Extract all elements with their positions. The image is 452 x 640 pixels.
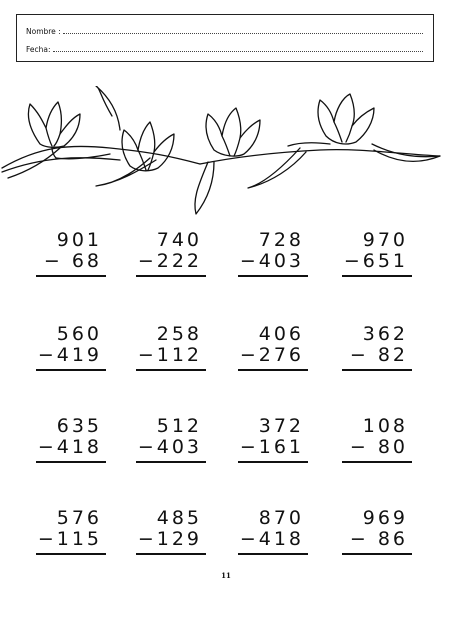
minuend: 406 bbox=[258, 323, 304, 345]
answer-line bbox=[238, 369, 308, 371]
problem-r3-c2 bbox=[126, 416, 206, 476]
problem-r3-c4 bbox=[332, 416, 412, 476]
minuend: 108 bbox=[362, 415, 408, 437]
problem-r1-c4 bbox=[332, 230, 412, 290]
problem-r3-c1 bbox=[26, 416, 106, 476]
answer-line bbox=[36, 553, 106, 555]
subtrahend: − 80 bbox=[349, 436, 408, 458]
problem-r2-c3 bbox=[228, 324, 308, 384]
subtrahend: − 86 bbox=[349, 528, 408, 550]
tulip-3 bbox=[206, 108, 260, 156]
subtrahend: −161 bbox=[239, 436, 304, 458]
name-dotted-line bbox=[63, 32, 423, 34]
problem-r4-c4 bbox=[332, 508, 412, 568]
tulip-2 bbox=[122, 122, 174, 171]
subtraction-grid bbox=[26, 230, 416, 560]
answer-line bbox=[36, 461, 106, 463]
minuend: 258 bbox=[156, 323, 202, 345]
answer-line bbox=[238, 461, 308, 463]
minuend: 485 bbox=[156, 507, 202, 529]
answer-line bbox=[36, 369, 106, 371]
answer-line bbox=[36, 275, 106, 277]
minuend: 362 bbox=[362, 323, 408, 345]
subtrahend: − 82 bbox=[349, 344, 408, 366]
minuend: 512 bbox=[156, 415, 202, 437]
subtrahend: −419 bbox=[37, 344, 102, 366]
date-label: Fecha: bbox=[26, 45, 51, 54]
problem-r1-c3 bbox=[228, 230, 308, 290]
tulip-border-illustration bbox=[0, 86, 452, 218]
minuend: 372 bbox=[258, 415, 304, 437]
subtrahend: −115 bbox=[37, 528, 102, 550]
subtrahend: −403 bbox=[239, 250, 304, 272]
answer-line bbox=[238, 275, 308, 277]
minuend: 870 bbox=[258, 507, 304, 529]
problem-r1-c1 bbox=[26, 230, 106, 290]
minuend: 576 bbox=[56, 507, 102, 529]
problem-r2-c4 bbox=[332, 324, 412, 384]
subtrahend: −222 bbox=[137, 250, 202, 272]
answer-line bbox=[342, 275, 412, 277]
answer-line bbox=[342, 553, 412, 555]
answer-line bbox=[136, 275, 206, 277]
problem-r2-c1 bbox=[26, 324, 106, 384]
subtrahend: −651 bbox=[343, 250, 408, 272]
subtrahend: −112 bbox=[137, 344, 202, 366]
subtrahend: −403 bbox=[137, 436, 202, 458]
minuend: 969 bbox=[362, 507, 408, 529]
minuend: 560 bbox=[56, 323, 102, 345]
answer-line bbox=[136, 553, 206, 555]
date-field[interactable] bbox=[26, 42, 423, 54]
problem-r4-c3 bbox=[228, 508, 308, 568]
minuend: 740 bbox=[156, 229, 202, 251]
page-number: 11 bbox=[221, 571, 231, 580]
minuend: 970 bbox=[362, 229, 408, 251]
answer-line bbox=[136, 461, 206, 463]
problem-r2-c2 bbox=[126, 324, 206, 384]
minuend: 728 bbox=[258, 229, 304, 251]
problem-r1-c2 bbox=[126, 230, 206, 290]
minuend: 635 bbox=[56, 415, 102, 437]
date-dotted-line bbox=[53, 50, 423, 52]
subtrahend: −276 bbox=[239, 344, 304, 366]
tulip-1 bbox=[28, 102, 80, 158]
answer-line bbox=[342, 369, 412, 371]
subtrahend: −418 bbox=[239, 528, 304, 550]
tulip-4 bbox=[318, 94, 374, 144]
subtrahend: − 68 bbox=[43, 250, 102, 272]
problem-r3-c3 bbox=[228, 416, 308, 476]
problem-r4-c1 bbox=[26, 508, 106, 568]
subtrahend: −129 bbox=[137, 528, 202, 550]
subtrahend: −418 bbox=[37, 436, 102, 458]
minuend: 901 bbox=[56, 229, 102, 251]
student-info-box bbox=[16, 14, 434, 62]
answer-line bbox=[342, 461, 412, 463]
name-label: Nombre : bbox=[26, 27, 61, 36]
name-field[interactable] bbox=[26, 24, 423, 36]
answer-line bbox=[238, 553, 308, 555]
problem-r4-c2 bbox=[126, 508, 206, 568]
answer-line bbox=[136, 369, 206, 371]
